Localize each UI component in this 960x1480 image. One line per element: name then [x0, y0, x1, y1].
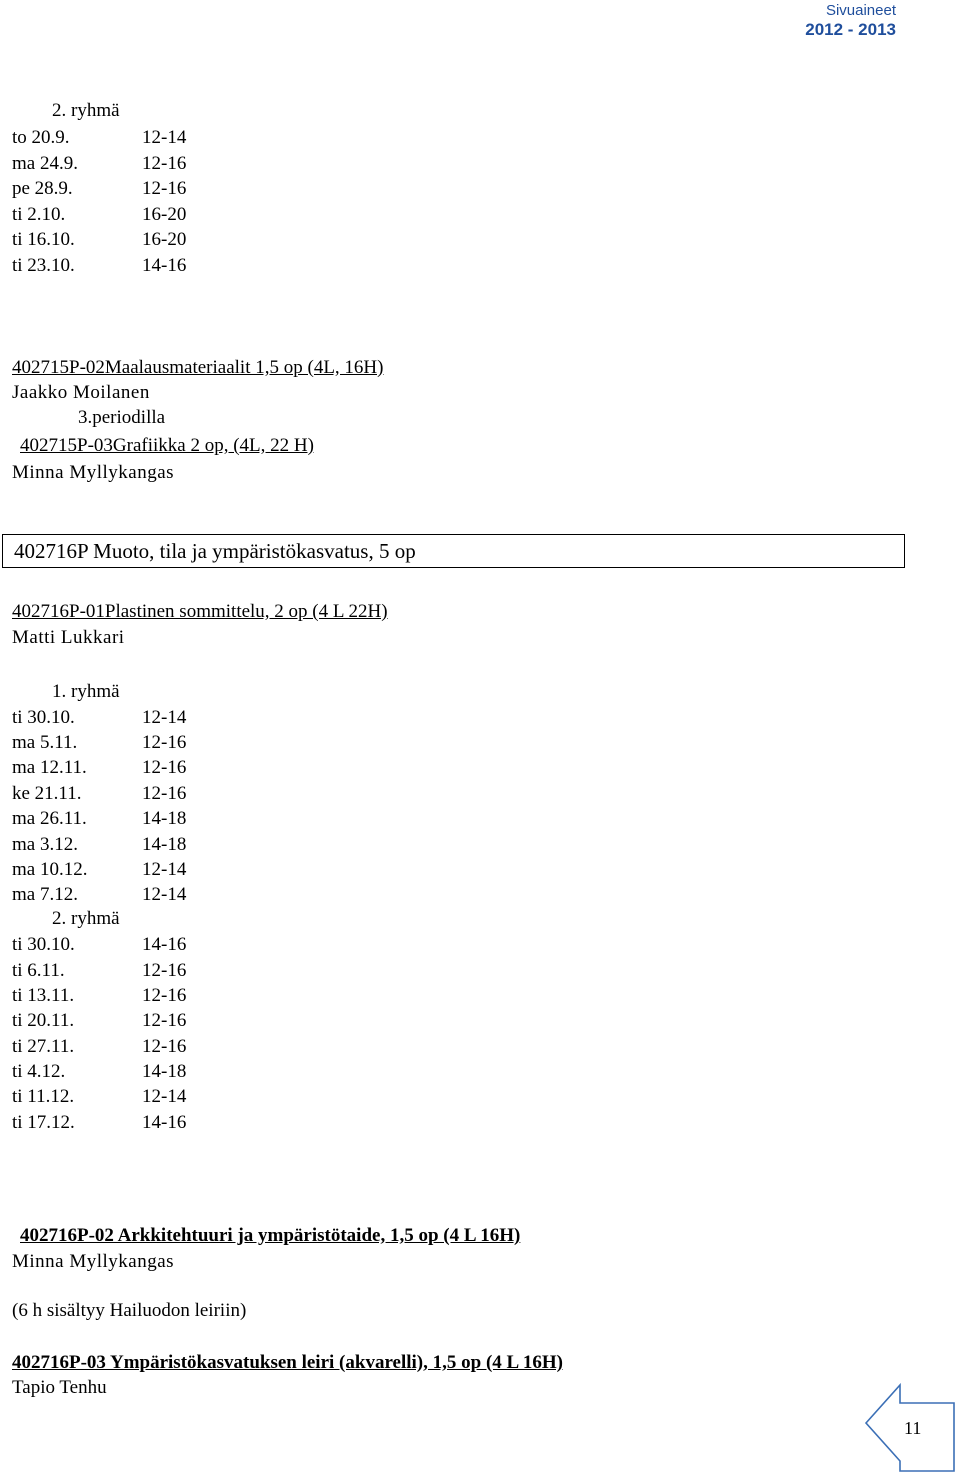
- schedule-row: [12, 204, 186, 226]
- schedule-date: pe 28.9.: [12, 178, 73, 199]
- course-note: (6 h sisältyy Hailuodon leiriin): [12, 1300, 247, 1321]
- schedule-row: [12, 1061, 186, 1083]
- schedule-date: ma 26.11.: [12, 808, 87, 829]
- schedule-date: ti 4.12.: [12, 1061, 66, 1082]
- schedule-date: ma 10.12.: [12, 859, 88, 880]
- schedule-date: ti 23.10.: [12, 255, 75, 276]
- schedule-time: 14-18: [142, 1061, 187, 1082]
- schedule-row: [12, 1086, 186, 1108]
- schedule-time: 12-16: [142, 757, 187, 778]
- schedule-row: [12, 859, 186, 881]
- schedule-time: 12-14: [142, 707, 187, 728]
- schedule-date: ti 16.10.: [12, 229, 75, 250]
- schedule-date: ma 24.9.: [12, 153, 78, 174]
- schedule-time: 12-16: [142, 1010, 187, 1031]
- schedule-row: [12, 127, 186, 149]
- schedule-row: [12, 985, 186, 1007]
- schedule-date: ti 6.11.: [12, 960, 65, 981]
- section-heading-box: [2, 534, 905, 568]
- group-label: 2. ryhmä: [52, 908, 120, 929]
- course-title: 402716P-02 Arkkitehtuuri ja ympäristötaide, 1,5 op (4 L 16H): [20, 1225, 521, 1246]
- schedule-row: [12, 255, 186, 277]
- schedule-time: 12-16: [142, 985, 187, 1006]
- schedule-date: ma 5.11.: [12, 732, 78, 753]
- schedule-time: 12-16: [142, 960, 187, 981]
- schedule-time: 12-14: [142, 1086, 187, 1107]
- schedule-time: 16-20: [142, 229, 187, 250]
- schedule-date: ke 21.11.: [12, 783, 82, 804]
- schedule-row: [12, 783, 186, 805]
- course-teacher: Minna Myllykangas: [12, 1251, 175, 1272]
- schedule-time: 12-14: [142, 859, 187, 880]
- course-teacher: Tapio Tenhu: [12, 1377, 107, 1398]
- schedule-time: 14-16: [142, 1112, 187, 1133]
- page-number-badge: [862, 1383, 958, 1475]
- schedule-date: ti 2.10.: [12, 204, 66, 225]
- course-teacher: Matti Lukkari: [12, 627, 125, 648]
- schedule-date: ma 7.12.: [12, 884, 78, 905]
- course-title: 402716P-03 Ympäristökasvatuksen leiri (akvarelli), 1,5 op (4 L 16H): [12, 1352, 563, 1373]
- schedule-date: ti 17.12.: [12, 1112, 75, 1133]
- schedule-date: ma 3.12.: [12, 834, 78, 855]
- schedule-row: [12, 934, 186, 956]
- schedule-date: ti 30.10.: [12, 934, 75, 955]
- schedule-time: 12-14: [142, 884, 187, 905]
- schedule-row: [12, 960, 186, 982]
- schedule-time: 12-16: [142, 153, 187, 174]
- schedule-time: 14-18: [142, 834, 187, 855]
- course-teacher: Minna Myllykangas: [12, 462, 175, 483]
- schedule-time: 12-16: [142, 732, 187, 753]
- schedule-row: [12, 757, 186, 779]
- schedule-row: [12, 732, 186, 754]
- schedule-row: [12, 884, 186, 906]
- header-year: 2012 - 2013: [805, 20, 896, 39]
- page-number: 11: [904, 1418, 922, 1438]
- schedule-row: [12, 1010, 186, 1032]
- schedule-date: ma 12.11.: [12, 757, 87, 778]
- schedule-row: [12, 1036, 186, 1058]
- schedule-row: [12, 808, 186, 830]
- schedule-date: to 20.9.: [12, 127, 70, 148]
- schedule-date: ti 30.10.: [12, 707, 75, 728]
- schedule-date: ti 27.11.: [12, 1036, 75, 1057]
- schedule-time: 14-16: [142, 255, 187, 276]
- schedule-time: 14-18: [142, 808, 187, 829]
- schedule-row: [12, 1112, 186, 1134]
- schedule-row: [12, 707, 186, 729]
- schedule-time: 12-14: [142, 127, 187, 148]
- schedule-row: [12, 834, 186, 856]
- schedule-time: 12-16: [142, 178, 187, 199]
- course-teacher: Jaakko Moilanen: [12, 382, 150, 403]
- schedule-date: ti 11.12.: [12, 1086, 75, 1107]
- section-heading: 402716P Muoto, tila ja ympäristökasvatus, 5 op: [14, 539, 416, 563]
- period-note: 3.periodilla: [78, 407, 166, 428]
- schedule-time: 14-16: [142, 934, 187, 955]
- header-subject: Sivuaineet: [825, 2, 896, 19]
- schedule-row: [12, 153, 186, 175]
- schedule-date: ti 13.11.: [12, 985, 75, 1006]
- group-label: 1. ryhmä: [52, 681, 120, 702]
- schedule-time: 12-16: [142, 1036, 187, 1057]
- schedule-time: 16-20: [142, 204, 187, 225]
- schedule-row: [12, 178, 186, 200]
- schedule-date: ti 20.11.: [12, 1010, 75, 1031]
- course-title: 402715P-02Maalausmateriaalit 1,5 op (4L, 16H): [12, 357, 384, 378]
- schedule-time: 12-16: [142, 783, 187, 804]
- course-title: 402715P-03Grafiikka 2 op, (4L, 22 H): [20, 435, 314, 456]
- course-title: 402716P-01Plastinen sommittelu, 2 op (4 L 22H): [12, 601, 388, 622]
- schedule-row: [12, 229, 186, 251]
- group-label: 2. ryhmä: [52, 100, 120, 121]
